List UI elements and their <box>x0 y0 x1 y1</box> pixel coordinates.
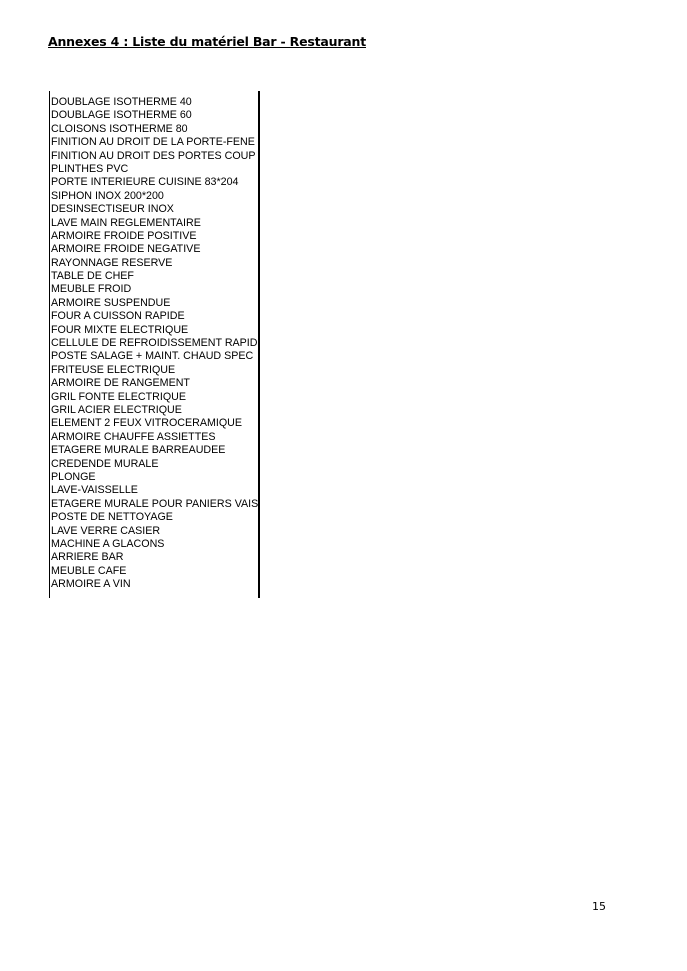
list-item: FOUR MIXTE ELECTRIQUE <box>51 323 189 336</box>
page-number: 15 <box>592 900 606 913</box>
list-item: PLONGE <box>51 470 96 483</box>
list-item: GRIL FONTE ELECTRIQUE <box>51 390 186 403</box>
list-item: POSTE SALAGE + MAINT. CHAUD SPEC <box>51 350 254 363</box>
list-item: DOUBLAGE ISOTHERME 40 <box>51 96 192 108</box>
list-item: ARMOIRE A VIN <box>51 578 131 591</box>
equipment-list <box>49 91 260 598</box>
list-item: ARMOIRE SUSPENDUE <box>51 296 171 309</box>
list-item: PORTE INTERIEURE CUISINE 83*204 <box>51 176 239 189</box>
list-item: CREDENDE MURALE <box>51 457 159 470</box>
list-item: FINITION AU DROIT DES PORTES COUP <box>51 149 256 162</box>
list-item: ETAGERE MURALE BARREAUDEE <box>51 444 226 457</box>
list-item: CLOISONS ISOTHERME 80 <box>51 122 188 135</box>
list-item: FRITEUSE ELECTRIQUE <box>51 363 176 376</box>
list-item: ARMOIRE DE RANGEMENT <box>51 377 190 390</box>
list-item: MEUBLE FROID <box>51 283 132 296</box>
list-item: ARMOIRE CHAUFFE ASSIETTES <box>51 430 216 443</box>
list-item: LAVE MAIN REGLEMENTAIRE <box>51 216 201 229</box>
list-item: ARMOIRE FROIDE POSITIVE <box>51 229 197 242</box>
list-item: POSTE DE NETTOYAGE <box>51 511 173 524</box>
list-item: ETAGERE MURALE POUR PANIERS VAIS <box>51 497 258 510</box>
list-item: FINITION AU DROIT DE LA PORTE-FENE <box>51 136 255 149</box>
list-item: PLINTHES PVC <box>51 162 129 175</box>
list-item: ELEMENT 2 FEUX VITROCERAMIQUE <box>51 417 243 430</box>
list-item: LAVE-VAISSELLE <box>51 484 138 497</box>
list-item: FOUR A CUISSON RAPIDE <box>51 310 185 323</box>
list-item: TABLE DE CHEF <box>51 270 134 283</box>
list-item: DESINSECTISEUR INOX <box>51 203 174 216</box>
list-item: GRIL ACIER ELECTRIQUE <box>51 403 182 416</box>
list-item: LAVE VERRE CASIER <box>51 524 161 537</box>
list-item: DOUBLAGE ISOTHERME 60 <box>51 109 192 122</box>
list-item: MACHINE A GLACONS <box>51 537 165 550</box>
list-item: ARRIERE BAR <box>51 551 124 564</box>
list-item: SIPHON INOX 200*200 <box>51 189 164 202</box>
list-item: RAYONNAGE RESERVE <box>51 256 173 269</box>
page-title: Annexes 4 : Liste du matériel Bar - Restaurant <box>48 34 366 49</box>
list-item: MEUBLE CAFE <box>51 564 127 577</box>
list-item: CELLULE DE REFROIDISSEMENT RAPID <box>51 337 258 350</box>
list-item: ARMOIRE FROIDE NEGATIVE <box>51 243 201 256</box>
